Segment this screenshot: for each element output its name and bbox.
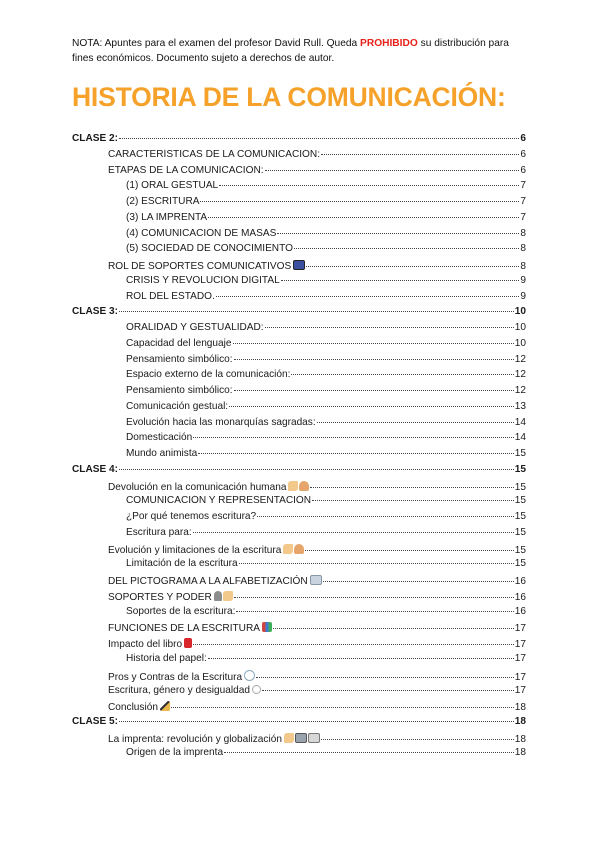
toc-entry[interactable] (72, 385, 526, 401)
toc-entry-icons (284, 732, 320, 742)
toc-leader-dots (208, 658, 514, 659)
scroll-icon (288, 481, 298, 491)
note-prefix: NOTA: Apuntes para el examen del profesor David Rull. Queda (72, 38, 361, 49)
toc-entry-label: SOPORTES Y PODER (108, 591, 212, 603)
toc-entry[interactable] (72, 480, 526, 496)
toc-leader-dots (119, 311, 514, 312)
red-book-icon (184, 638, 192, 648)
toc-entry-label: ¿Por qué tenemos escritura? (126, 511, 257, 522)
toc-entry[interactable] (72, 732, 526, 748)
toc-entry[interactable] (72, 669, 526, 685)
toc-entry-icons (214, 590, 233, 600)
toc-page-number: 6 (520, 133, 526, 144)
toc-entry-label: Comunicación gestual: (126, 400, 229, 412)
toc-entry-label: Pensamiento simbólico: (126, 353, 233, 365)
scroll-icon (283, 544, 293, 554)
toc-leader-dots (281, 280, 520, 281)
toc-entry-label: ETAPAS DE LA COMUNICACIÓN: (108, 164, 264, 176)
toc-entry-label: Devolución en la comunicación humana (108, 481, 287, 493)
toc-entry[interactable] (72, 684, 526, 700)
toc-entry-label: Evolución hacia las monarquías sagradas: (126, 416, 316, 428)
toc-leader-dots (265, 327, 514, 328)
toc-entry[interactable] (72, 180, 526, 196)
toc-leader-dots (262, 690, 514, 691)
toc-leader-dots (239, 563, 514, 564)
toc-leader-dots (224, 752, 514, 753)
toc-entry-icons (283, 543, 304, 553)
toc-entry-icons (184, 637, 192, 647)
toc-entry[interactable] (72, 417, 526, 433)
toc-entry-icons (244, 669, 255, 680)
toc-page-number: 18 (514, 715, 526, 727)
toc-entry-label: Soportes de la escritura: (126, 605, 236, 617)
toc-entry[interactable] (72, 747, 526, 763)
toc-leader-dots (277, 233, 519, 234)
toc-entry-label: ROL DE SOPORTES COMUNICATIVOS (108, 261, 292, 272)
toc-entry[interactable] (72, 606, 526, 622)
toc-leader-dots (219, 185, 519, 186)
toc-page-number: 8 (520, 243, 526, 255)
toc-entry-label: Historia del papel: (126, 652, 207, 664)
toc-entry[interactable] (72, 653, 526, 669)
toc-entry-label: Pensamiento simbólico: (126, 385, 233, 396)
toc-entry-label: Impacto del libro (108, 639, 183, 650)
toc-entry[interactable] (72, 637, 526, 653)
toc-page-number: 17 (514, 685, 526, 697)
toc-entry-label: CLASE 3: (72, 306, 118, 318)
toc-section-heading[interactable] (72, 716, 526, 732)
toc-leader-dots (119, 469, 514, 470)
toc-entry[interactable] (72, 448, 526, 464)
toc-leader-dots (312, 500, 514, 501)
toc-page-number: 7 (520, 196, 526, 207)
toc-leader-dots (119, 721, 514, 722)
books-icon (262, 622, 272, 632)
toc-leader-dots (234, 390, 514, 391)
toc-entry[interactable] (72, 495, 526, 511)
scroll-icon (284, 733, 294, 743)
toc-page-number: 16 (514, 605, 526, 617)
toc-entry[interactable] (72, 590, 526, 606)
toc-page-number: 14 (514, 432, 526, 444)
toc-entry-icons (160, 700, 170, 710)
toc-page-number: 12 (514, 369, 526, 381)
toc-page-number: 18 (514, 747, 526, 759)
toc-leader-dots (323, 581, 514, 582)
toc-entry-icons (252, 684, 261, 693)
toc-leader-dots (198, 453, 514, 454)
toc-page-number: 7 (520, 180, 526, 192)
table-of-contents (72, 133, 526, 763)
toc-leader-dots (236, 611, 513, 612)
toc-page-number: 15 (514, 511, 526, 522)
toc-entry-label: Domesticación (126, 432, 193, 444)
toc-page-number: 15 (514, 558, 526, 570)
toc-page-number: 15 (514, 526, 526, 538)
toc-section-heading[interactable] (72, 464, 526, 480)
toc-entry[interactable] (72, 700, 526, 716)
toc-entry[interactable] (72, 558, 526, 574)
toc-entry-label: CLASE 5: (72, 715, 118, 727)
toc-leader-dots (294, 248, 519, 249)
toc-entry-label: Conclusión (108, 702, 158, 713)
toc-page-number: 9 (520, 290, 526, 302)
toc-leader-dots (291, 374, 513, 375)
toc-leader-dots (229, 406, 514, 407)
toc-leader-dots (193, 437, 514, 438)
toc-page-number: 10 (514, 306, 526, 318)
toc-entry[interactable] (72, 165, 526, 181)
toc-leader-dots (310, 487, 513, 488)
author-note (72, 36, 532, 66)
moai-icon (214, 591, 222, 601)
toc-page-number: 17 (514, 623, 526, 635)
toc-leader-dots (257, 516, 514, 517)
toc-page-number: 18 (514, 702, 526, 713)
toc-entry[interactable] (72, 621, 526, 637)
toc-page-number: 8 (520, 227, 526, 239)
hand-icon (299, 481, 309, 491)
toc-entry-label: FUNCIONES DE LA ESCRITURA (108, 623, 260, 635)
toc-leader-dots (233, 343, 514, 344)
toc-entry-icons (293, 259, 305, 269)
toc-entry[interactable] (72, 369, 526, 385)
female-icon (252, 685, 261, 694)
toc-leader-dots (273, 628, 514, 629)
printer-icon (295, 733, 307, 743)
toc-entry-label: Escritura, género y desigualdad (108, 685, 250, 697)
scroll-icon (223, 591, 233, 601)
toc-leader-dots (306, 266, 519, 267)
toc-entry-label: (2) ESCRITURA (126, 196, 200, 207)
toc-page-number: 16 (514, 576, 526, 587)
toc-page-number: 17 (514, 671, 526, 683)
toc-leader-dots (321, 739, 514, 740)
toc-entry-label: Limitación de la escritura (126, 558, 238, 570)
toc-leader-dots (193, 532, 514, 533)
toc-entry[interactable] (72, 228, 526, 244)
toc-entry[interactable] (72, 149, 526, 165)
toc-leader-dots (193, 644, 514, 645)
toc-page-number: 6 (520, 148, 526, 160)
toc-page-number: 16 (514, 591, 526, 603)
toc-leader-dots (119, 138, 519, 139)
toc-entry-icons (310, 574, 322, 584)
toc-entry-label: (3) LA IMPRENTA (126, 211, 208, 223)
toc-entry-label: DEL PICTOGRAMA A LA ALFABETIZACIÓN (108, 576, 308, 587)
toc-entry-label: ROL DEL ESTADO. (126, 290, 215, 302)
toc-leader-dots (256, 677, 514, 678)
toc-page-number: 6 (520, 164, 526, 176)
toc-entry[interactable] (72, 322, 526, 338)
toc-section-heading[interactable] (72, 306, 526, 322)
toc-entry[interactable] (72, 212, 526, 228)
toc-entry-label: (5) SOCIEDAD DE CONOCIMIENTO (126, 243, 293, 255)
toc-page-number: 10 (514, 322, 526, 333)
tv-icon (293, 260, 305, 270)
toc-entry[interactable] (72, 196, 526, 212)
toc-entry-label: Capacidad del lenguaje (126, 337, 232, 349)
toc-page-number: 10 (514, 337, 526, 349)
toc-entry-label: Escritura para: (126, 526, 192, 538)
toc-entry-label: Pros y Contras de la Escritura (108, 671, 243, 683)
note-highlight: PROHIBIDO (360, 38, 418, 49)
toc-entry-icons (288, 480, 309, 490)
toc-page-number: 9 (520, 274, 526, 286)
toc-page-number: 15 (514, 544, 526, 556)
toc-page-number: 17 (514, 639, 526, 650)
toc-entry-label: CARACTERÍSTICAS DE LA COMUNICACIÓN: (108, 148, 320, 160)
toc-section-heading[interactable] (72, 133, 526, 149)
toc-page-number: 14 (514, 416, 526, 428)
toc-entry[interactable] (72, 432, 526, 448)
toc-page-number: 18 (514, 733, 526, 745)
toc-leader-dots (234, 359, 514, 360)
toc-entry[interactable] (72, 543, 526, 559)
toc-entry-label: CRISIS Y REVOLUCIÓN DIGITAL (126, 274, 280, 286)
toc-leader-dots (216, 296, 520, 297)
toc-entry[interactable] (72, 511, 526, 527)
newspaper-icon (308, 733, 320, 743)
toc-page-number: 8 (520, 261, 526, 272)
toc-page-number: 15 (514, 495, 526, 507)
toc-entry[interactable] (72, 527, 526, 543)
toc-entry[interactable] (72, 401, 526, 417)
toc-page-number: 15 (514, 463, 526, 475)
note-suffix: su distribución para fines económicos. Documento sujeto a derechos de autor. (72, 38, 509, 64)
toc-entry[interactable] (72, 243, 526, 259)
toc-entry-label: CLASE 2: (72, 133, 118, 144)
toc-leader-dots (171, 707, 514, 708)
toc-leader-dots (265, 170, 520, 171)
toc-entry-label: (1) ORAL GESTUAL (126, 180, 219, 192)
balance-icon (244, 670, 255, 681)
book-icon (310, 575, 322, 585)
toc-entry-label: Espacio externo de la comunicación: (126, 369, 291, 381)
toc-page-number: 12 (514, 385, 526, 396)
toc-leader-dots (208, 217, 519, 218)
toc-page-number: 15 (514, 481, 526, 493)
page-title: HISTORIA DE LA COMUNICACIÓN: (72, 82, 506, 112)
toc-leader-dots (200, 201, 519, 202)
toc-leader-dots (317, 422, 514, 423)
toc-entry-label: Evolución y limitaciones de la escritura (108, 544, 282, 556)
toc-leader-dots (321, 154, 519, 155)
toc-entry[interactable] (72, 291, 526, 307)
toc-leader-dots (305, 550, 513, 551)
toc-entry[interactable] (72, 354, 526, 370)
hand-icon (294, 544, 304, 554)
toc-entry-label: Mundo animista (126, 448, 198, 459)
toc-page-number: 7 (520, 211, 526, 223)
toc-entry-icons (262, 621, 272, 631)
toc-entry[interactable] (72, 338, 526, 354)
toc-page-number: 13 (514, 400, 526, 412)
toc-entry-label: Origen de la imprenta (126, 747, 224, 759)
toc-entry[interactable] (72, 574, 526, 590)
pencil-icon (160, 701, 170, 711)
toc-page-number: 15 (514, 448, 526, 459)
toc-entry-label: ORALIDAD Y GESTUALIDAD: (126, 322, 264, 333)
toc-entry[interactable] (72, 259, 526, 275)
toc-entry-label: (4) COMUNICACIÓN DE MASAS (126, 227, 277, 239)
toc-entry-label: COMUNICACIÓN Y REPRESENTACIÓN (126, 495, 312, 507)
toc-page-number: 17 (514, 652, 526, 664)
toc-page-number: 12 (514, 353, 526, 365)
toc-leader-dots (234, 597, 514, 598)
toc-entry-label: La imprenta: revolución y globalización (108, 733, 282, 745)
toc-entry[interactable] (72, 275, 526, 291)
toc-entry-label: CLASE 4: (72, 463, 118, 475)
